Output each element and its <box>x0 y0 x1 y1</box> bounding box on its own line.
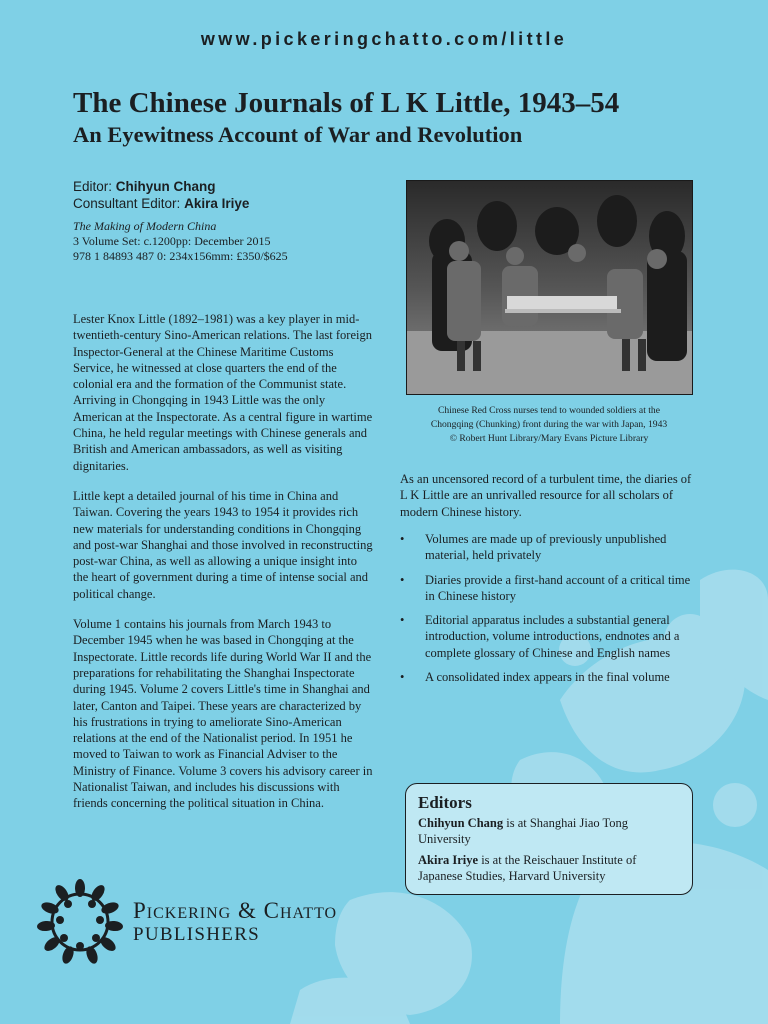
list-item <box>400 669 700 685</box>
book-title: The Chinese Journals of L K Little, 1943–54 <box>73 87 620 119</box>
editor-bio-2 <box>418 852 680 884</box>
editor-bio-1 <box>418 815 680 847</box>
editor-bio-1-name: Chihyun Chang <box>418 816 504 830</box>
editors-box <box>405 783 693 895</box>
description-paragraph-3: Volume 1 contains his journals from March 1943 to December 1945 when he was based in Chongqing at the Inspectorate. Little records life during World War II and the preparations for rehabilitating the Shanghai Inspectorate during 1945. Volume 2 covers Little's time in Shanghai and later, Canton and Taipei. These years are characterized by his frustrations in trying to ameliorate Sino-American relations at the end of the Nationalist period. In 1951 he moved to Taiwan to work as Financial Adviser to the Ministry of Finance. Volume 3 covers his advisory career in Nationalist Taiwan, and includes his discussions with friends concerning the political situation in China. <box>73 617 373 811</box>
series-name: The Making of Modern China <box>73 219 217 233</box>
list-item <box>400 572 700 605</box>
description-paragraph-2: Little kept a detailed journal of his time in China and Taiwan. Covering the years 1943 to 1954 it provides rich new materials for understanding conditions in Chongqing and post-war Shanghai and those involved in reconstructing post-war China, as well as allowing a unique insight into the heart of government during a time of intense social and political change. <box>73 488 373 601</box>
bullet-icon: • <box>400 670 405 685</box>
list-item-text: A consolidated index appears in the final volume <box>425 670 670 685</box>
editors-heading: Editors <box>418 793 472 812</box>
consultant-name: Akira Iriye <box>184 196 250 211</box>
bullet-icon: • <box>400 572 405 587</box>
editor-bio-2-name: Akira Iriye <box>418 853 479 867</box>
list-item <box>400 612 700 661</box>
publisher-name: Pickering & Chatto <box>133 898 338 923</box>
editor-bio-2-text: is at the Reischauer Institute of Japanese Studies, Harvard University <box>418 853 637 883</box>
feature-list <box>400 531 700 693</box>
editor-bio-1-text: is at Shanghai Jiao Tong University <box>418 816 629 846</box>
photo-illustration <box>407 181 692 394</box>
publisher-logo-text <box>133 898 337 946</box>
publisher-tagline: PUBLISHERS <box>133 924 261 945</box>
book-subtitle: An Eyewitness Account of War and Revolution <box>73 122 523 147</box>
laurel-wreath-icon <box>36 878 124 966</box>
description-paragraph-1: Lester Knox Little (1892–1981) was a key player in mid-twentieth-century Sino-American relations. The last foreign Inspector-General at the Chinese Maritime Customs Service, he witnessed at close quarters the end of the colonial era and the formation of the Communist state. Arriving in Chongqing in 1943 Little was the only American at the Inspectorate. As a central figure in wartime China, he held regular meetings with Chinese generals and British and American ambassadors, as well as visiting dignitaries. <box>73 312 373 473</box>
historical-photo <box>406 180 693 395</box>
consultant-editor-line <box>73 195 393 212</box>
list-item-text: Volumes are made up of previously unpublished material, held privately <box>425 532 667 563</box>
description-column <box>73 311 373 826</box>
editor-line <box>73 178 393 195</box>
right-intro-text: As an uncensored record of a turbulent time, the diaries of L K Little are an unrivalled resource for all scholars of modern Chinese history. <box>400 472 692 519</box>
caption-line-1: Chinese Red Cross nurses tend to wounded soldiers at the <box>438 405 660 416</box>
caption-line-2: Chongqing (Chunking) front during the war with Japan, 1943 <box>430 419 668 430</box>
bullet-icon: • <box>400 613 405 628</box>
bullet-icon: • <box>400 532 405 546</box>
isbn-price: 978 1 84893 487 0: 234x156mm: £350/$625 <box>73 249 288 263</box>
editor-label: Editor: <box>73 179 113 194</box>
format-info: 3 Volume Set: c.1200pp: December 2015 <box>73 234 271 248</box>
list-item-text: Diaries provide a first-hand account of a critical time in Chinese history <box>425 572 691 603</box>
editor-name: Chihyun Chang <box>115 179 216 194</box>
list-item-text: Editorial apparatus includes a substantial general introduction, volume introductions, endnotes and a complete glossary of Chinese and English names <box>425 613 680 660</box>
book-metadata <box>73 178 393 264</box>
caption-credit: © Robert Hunt Library/Mary Evans Picture Library <box>449 433 649 444</box>
photo-caption <box>400 404 698 446</box>
consultant-label: Consultant Editor: <box>73 196 181 211</box>
list-item <box>400 531 700 564</box>
publisher-url[interactable]: www.pickeringchatto.com/little <box>200 29 568 49</box>
